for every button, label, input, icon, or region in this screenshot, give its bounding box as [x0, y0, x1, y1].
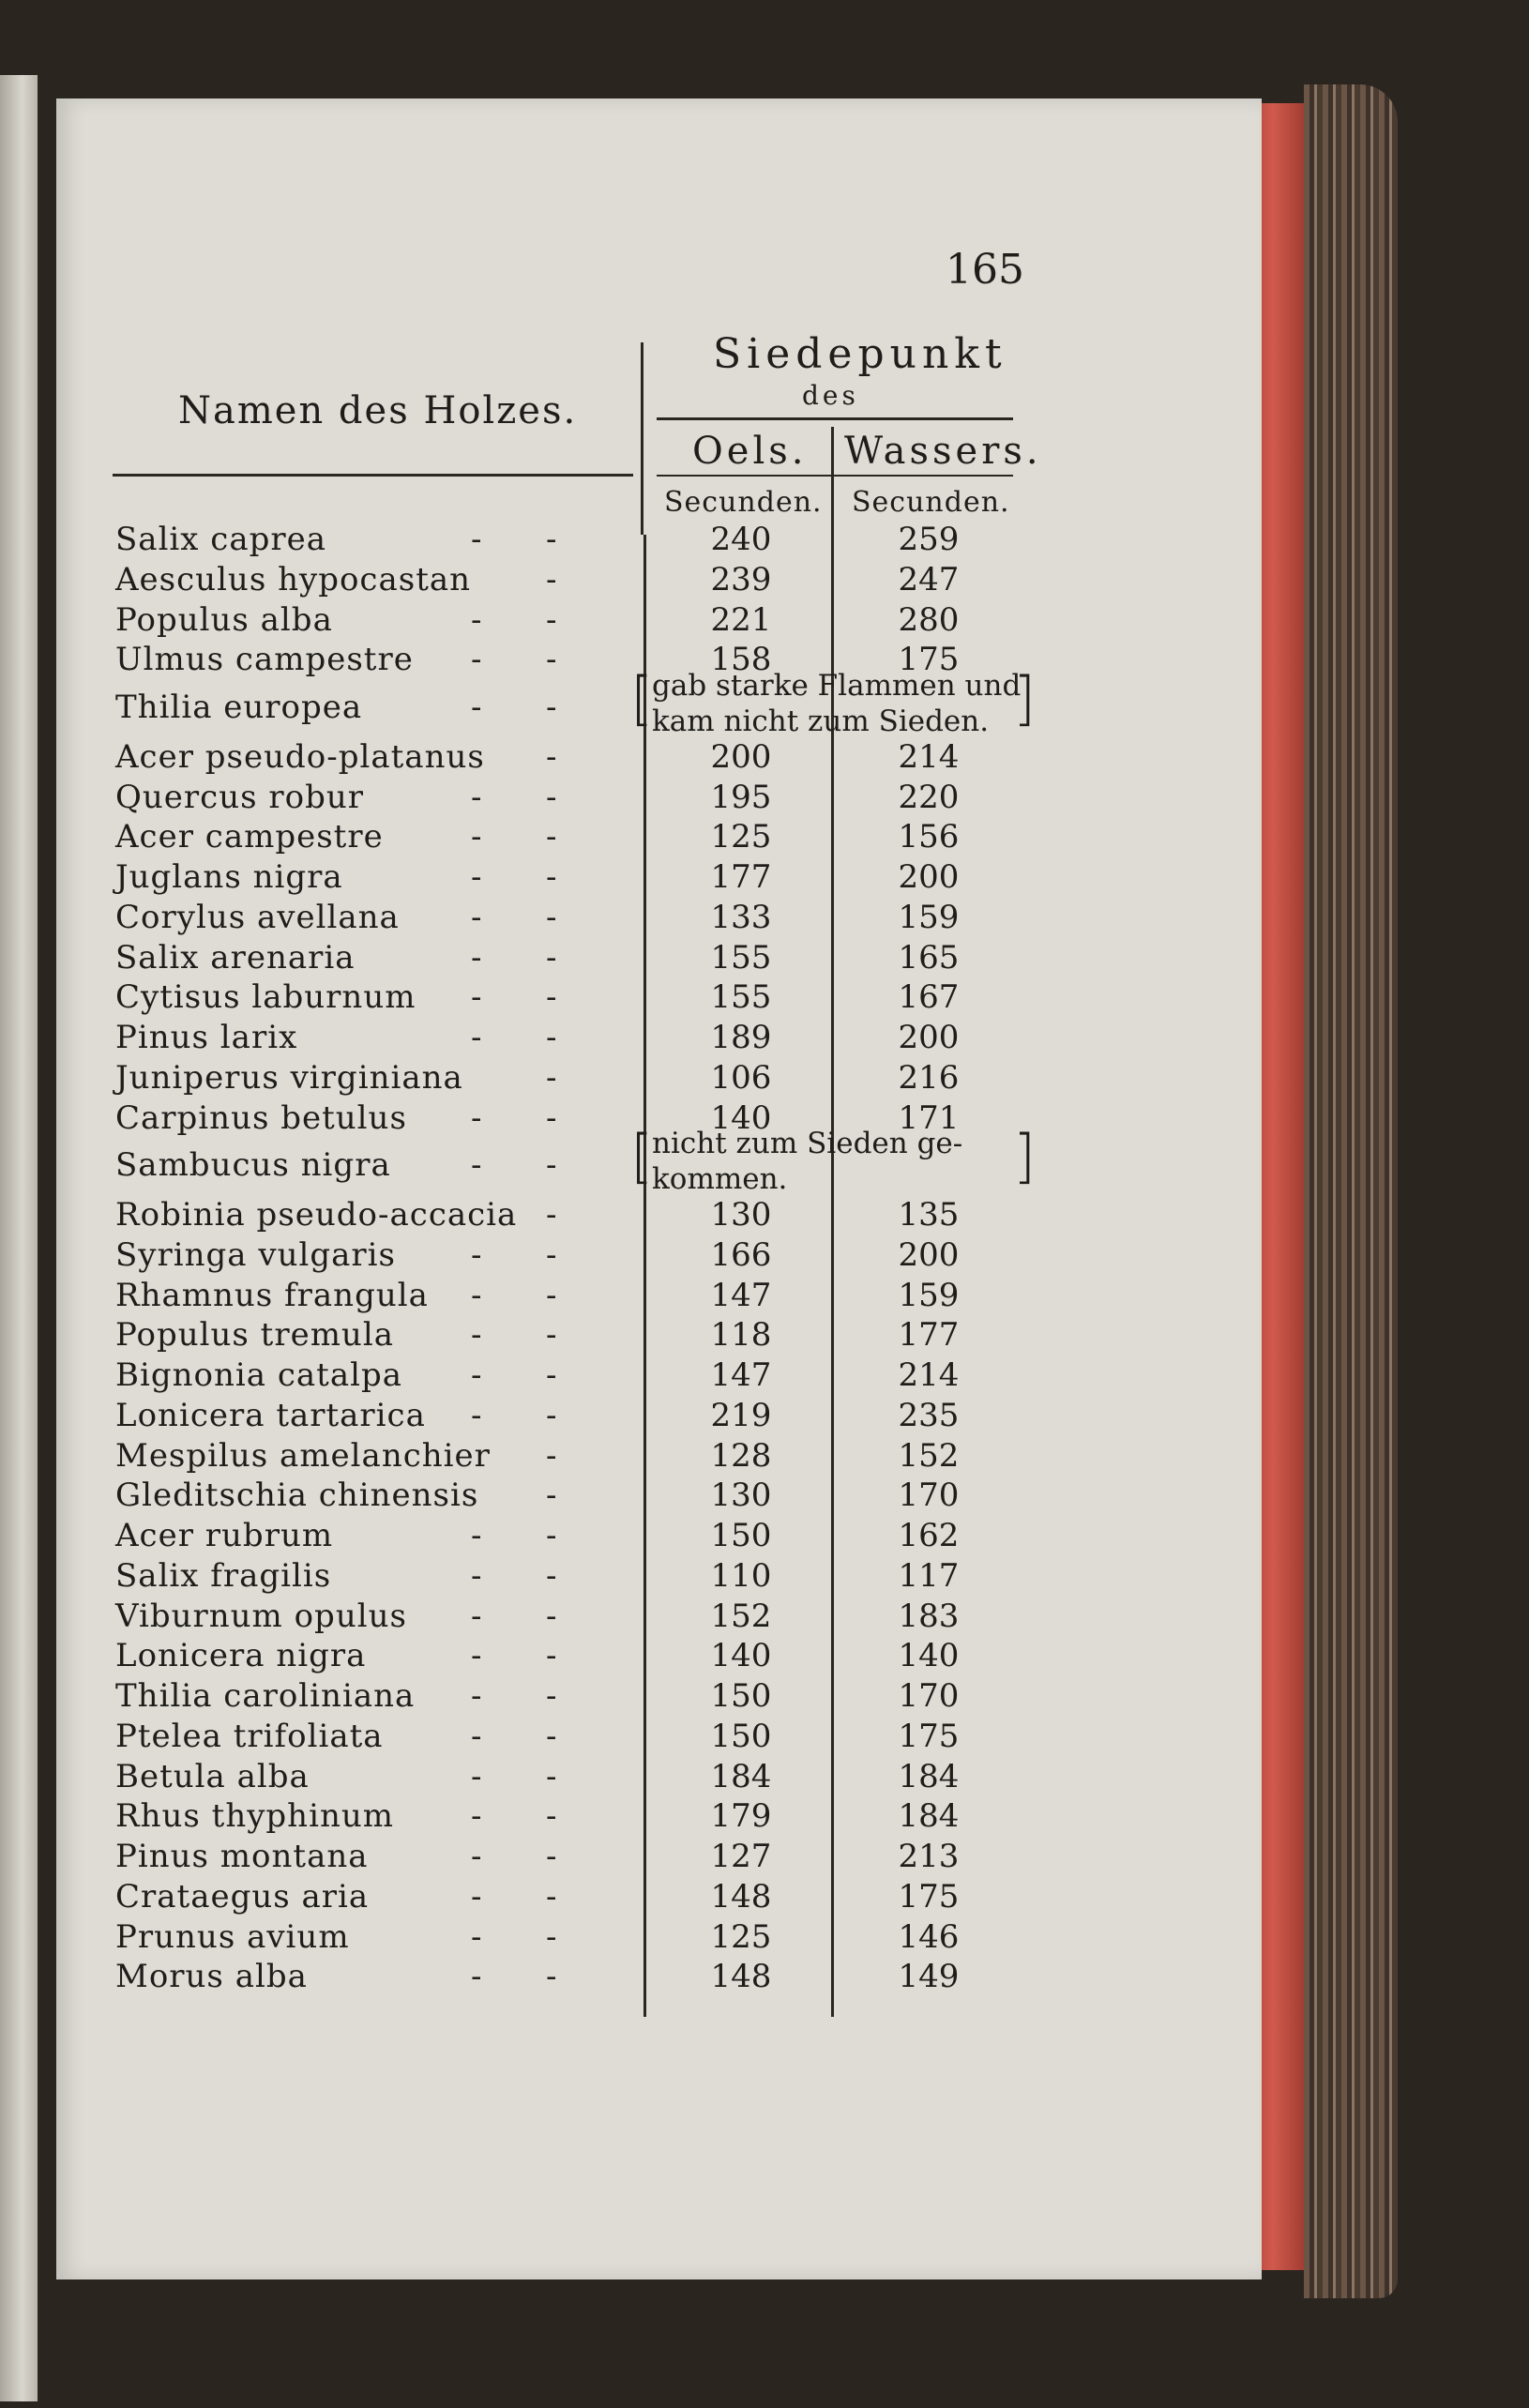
table-row	[0, 1236, 1163, 1276]
water-seconds: 235	[898, 1397, 960, 1434]
water-seconds: 149	[898, 1958, 960, 1995]
left-brace: [	[630, 664, 654, 733]
wood-name: Robinia pseudo-accacia	[115, 1196, 518, 1234]
oil-seconds: 200	[710, 738, 772, 776]
table-row	[0, 779, 1163, 818]
water-seconds: 216	[898, 1059, 960, 1097]
wood-name: Cytisus laburnum	[115, 978, 416, 1016]
note	[652, 1126, 962, 1197]
leader-dash: -	[546, 1146, 557, 1184]
table-row	[0, 1878, 1163, 1917]
oil-seconds: 140	[710, 1099, 772, 1137]
water-seconds: 220	[898, 779, 960, 816]
table-row	[0, 1677, 1163, 1717]
oil-seconds: 106	[710, 1059, 772, 1097]
oil-seconds: 148	[710, 1878, 772, 1916]
water-seconds: 167	[898, 978, 960, 1016]
leader-dash: -	[546, 601, 557, 639]
rule-vertical-main	[641, 342, 643, 535]
leader-dash: -	[471, 1146, 482, 1184]
table-row	[0, 521, 1163, 560]
oil-seconds: 147	[710, 1356, 772, 1394]
leader-dash: -	[471, 1797, 482, 1835]
table-row	[0, 818, 1163, 857]
table-row	[0, 1918, 1163, 1958]
water-seconds: 159	[898, 899, 960, 936]
leader-dash: -	[471, 1918, 482, 1956]
table-row	[0, 1637, 1163, 1676]
water-seconds: 171	[898, 1099, 960, 1137]
leader-dash: -	[471, 899, 482, 936]
table-row	[0, 1196, 1163, 1235]
wood-name: Acer rubrum	[115, 1517, 334, 1554]
leader-dash: -	[471, 939, 482, 977]
water-seconds: 200	[898, 858, 960, 896]
wood-name: Salix arenaria	[115, 939, 356, 977]
table-row	[0, 1277, 1163, 1316]
water-seconds: 156	[898, 818, 960, 856]
table-row	[0, 899, 1163, 938]
water-seconds: 175	[898, 1718, 960, 1755]
wood-name: Lonicera nigra	[115, 1637, 367, 1674]
wood-name: Rhus thyphinum	[115, 1797, 394, 1835]
leader-dash: -	[546, 1557, 557, 1595]
leader-dash: -	[546, 1099, 557, 1137]
rule-under-oels-wassers	[657, 475, 1013, 477]
wood-name: Thilia europea	[115, 689, 363, 726]
wood-name: Sambucus nigra	[115, 1146, 391, 1184]
leader-dash: -	[546, 738, 557, 776]
oil-seconds: 155	[710, 939, 772, 977]
wood-name: Ptelea trifoliata	[115, 1718, 384, 1755]
oil-seconds: 148	[710, 1958, 772, 1995]
note-line-2: kommen.	[652, 1162, 788, 1196]
leader-dash: -	[546, 1477, 557, 1514]
note	[652, 668, 1021, 739]
oil-seconds: 158	[710, 641, 772, 678]
wood-name: Mespilus amelanchier	[115, 1437, 491, 1475]
oil-seconds: 219	[710, 1397, 772, 1434]
leader-dash: -	[546, 561, 557, 598]
water-seconds: 175	[898, 1878, 960, 1916]
leader-dash: -	[471, 1019, 482, 1056]
oil-seconds: 150	[710, 1677, 772, 1715]
leader-dash: -	[546, 978, 557, 1016]
leader-dash: -	[546, 1677, 557, 1715]
leader-dash: -	[546, 1236, 557, 1274]
wood-name: Lonicera tartarica	[115, 1397, 426, 1434]
note-line-1: nicht zum Sieden ge-	[652, 1127, 963, 1160]
table-row	[0, 1099, 1163, 1139]
table-row	[0, 1019, 1163, 1058]
leader-dash: -	[546, 521, 557, 558]
leader-dash: -	[471, 1557, 482, 1595]
leader-dash: -	[546, 1019, 557, 1056]
table-row	[0, 1557, 1163, 1597]
header-oil: Oels.	[692, 430, 808, 473]
wood-name: Betula alba	[115, 1758, 310, 1795]
oil-seconds: 184	[710, 1758, 772, 1795]
water-seconds: 214	[898, 1356, 960, 1394]
leader-dash: -	[471, 1718, 482, 1755]
water-seconds: 146	[898, 1918, 960, 1956]
oil-seconds: 118	[710, 1316, 772, 1354]
wood-name: Gleditschia chinensis	[115, 1477, 479, 1514]
leader-dash: -	[471, 1598, 482, 1635]
note-line-2: kam nicht zum Sieden.	[652, 704, 990, 738]
wood-name: Juniperus virginiana	[115, 1059, 463, 1097]
leader-dash: -	[546, 1838, 557, 1875]
leader-dash: -	[471, 1099, 482, 1137]
wood-name: Quercus robur	[115, 779, 364, 816]
leader-dash: -	[471, 601, 482, 639]
leader-dash: -	[546, 939, 557, 977]
wood-name: Populus alba	[115, 601, 333, 639]
water-seconds: 214	[898, 738, 960, 776]
water-seconds: 159	[898, 1277, 960, 1314]
water-seconds: 170	[898, 1477, 960, 1514]
table-row	[0, 1059, 1163, 1098]
wood-name: Crataegus aria	[115, 1878, 370, 1916]
leader-dash: -	[471, 1397, 482, 1434]
leader-dash: -	[546, 1637, 557, 1674]
header-unit-oil: Secunden.	[664, 486, 823, 519]
leader-dash: -	[471, 1758, 482, 1795]
note-line-1: gab starke Flammen und	[652, 669, 1022, 703]
leader-dash: -	[471, 1958, 482, 1995]
wood-name: Bignonia catalpa	[115, 1356, 402, 1394]
oil-seconds: 127	[710, 1838, 772, 1875]
oil-seconds: 130	[710, 1196, 772, 1234]
water-seconds: 200	[898, 1019, 960, 1056]
leader-dash: -	[546, 1356, 557, 1394]
left-brace: [	[630, 1122, 654, 1190]
oil-seconds: 155	[710, 978, 772, 1016]
water-seconds: 183	[898, 1598, 960, 1635]
table-row	[0, 1437, 1163, 1477]
header-wood-name: Namen des Holzes.	[178, 389, 578, 432]
table-row	[0, 561, 1163, 600]
leader-dash: -	[471, 521, 482, 558]
water-seconds: 259	[898, 521, 960, 558]
water-seconds: 152	[898, 1437, 960, 1475]
table-row	[0, 738, 1163, 778]
leader-dash: -	[471, 1277, 482, 1314]
oil-seconds: 147	[710, 1277, 772, 1314]
rule-under-siedepunkt	[657, 417, 1013, 420]
leader-dash: -	[546, 1878, 557, 1916]
rule-under-name	[113, 474, 633, 477]
oil-seconds: 195	[710, 779, 772, 816]
oil-seconds: 128	[710, 1437, 772, 1475]
table-row	[0, 1797, 1163, 1837]
water-seconds: 280	[898, 601, 960, 639]
oil-seconds: 189	[710, 1019, 772, 1056]
wood-name: Aesculus hypocastan	[115, 561, 472, 598]
water-seconds: 140	[898, 1637, 960, 1674]
leader-dash: -	[546, 1437, 557, 1475]
leader-dash: -	[546, 689, 557, 726]
wood-name: Ulmus campestre	[115, 641, 414, 678]
oil-seconds: 110	[710, 1557, 772, 1595]
wood-name: Morus alba	[115, 1958, 308, 1995]
oil-seconds: 239	[710, 561, 772, 598]
wood-name: Pinus montana	[115, 1838, 369, 1875]
oil-seconds: 177	[710, 858, 772, 896]
leader-dash: -	[471, 1677, 482, 1715]
wood-name: Salix fragilis	[115, 1557, 332, 1595]
leader-dash: -	[471, 1838, 482, 1875]
water-seconds: 175	[898, 641, 960, 678]
leader-dash: -	[546, 1598, 557, 1635]
oil-seconds: 133	[710, 899, 772, 936]
table-row	[0, 1598, 1163, 1637]
water-seconds: 200	[898, 1236, 960, 1274]
leader-dash: -	[546, 899, 557, 936]
water-seconds: 165	[898, 939, 960, 977]
leader-dash: -	[546, 1316, 557, 1354]
leader-dash: -	[546, 1958, 557, 1995]
wood-name: Prunus avium	[115, 1918, 350, 1956]
oil-seconds: 240	[710, 521, 772, 558]
wood-name: Pinus larix	[115, 1019, 298, 1056]
right-brace: ]	[1013, 1122, 1037, 1190]
wood-name: Thilia caroliniana	[115, 1677, 416, 1715]
leader-dash: -	[546, 1277, 557, 1314]
water-seconds: 184	[898, 1758, 960, 1795]
table-row	[0, 601, 1163, 641]
wood-name: Populus tremula	[115, 1316, 394, 1354]
wood-name: Corylus avellana	[115, 899, 400, 936]
leader-dash: -	[471, 858, 482, 896]
wood-name: Syringa vulgaris	[115, 1236, 396, 1274]
table-row	[0, 1838, 1163, 1877]
table-row	[0, 1718, 1163, 1757]
table-row	[0, 664, 1163, 738]
water-seconds: 213	[898, 1838, 960, 1875]
wood-name: Carpinus betulus	[115, 1099, 407, 1137]
oil-seconds: 179	[710, 1797, 772, 1835]
table-row	[0, 1477, 1163, 1516]
table-row	[0, 978, 1163, 1018]
leader-dash: -	[471, 689, 482, 726]
table-row	[0, 1397, 1163, 1436]
water-seconds: 184	[898, 1797, 960, 1835]
water-seconds: 247	[898, 561, 960, 598]
wood-name: Rhamnus frangula	[115, 1277, 429, 1314]
wood-name: Juglans nigra	[115, 858, 343, 896]
leader-dash: -	[471, 1356, 482, 1394]
leader-dash: -	[471, 1517, 482, 1554]
wood-name: Viburnum opulus	[115, 1598, 407, 1635]
water-seconds: 177	[898, 1316, 960, 1354]
oil-seconds: 166	[710, 1236, 772, 1274]
water-seconds: 170	[898, 1677, 960, 1715]
leader-dash: -	[471, 978, 482, 1016]
leader-dash: -	[546, 1059, 557, 1097]
table-row	[0, 858, 1163, 898]
book-spine	[1304, 84, 1398, 2298]
oil-seconds: 140	[710, 1637, 772, 1674]
leader-dash: -	[546, 1718, 557, 1755]
oil-seconds: 152	[710, 1598, 772, 1635]
wood-name: Acer campestre	[115, 818, 384, 856]
leader-dash: -	[471, 779, 482, 816]
oil-seconds: 150	[710, 1517, 772, 1554]
leader-dash: -	[546, 1758, 557, 1795]
table-row	[0, 1958, 1163, 1997]
leader-dash: -	[546, 641, 557, 678]
header-unit-water: Secunden.	[852, 486, 1010, 519]
leader-dash: -	[471, 641, 482, 678]
oil-seconds: 221	[710, 601, 772, 639]
leader-dash: -	[546, 1397, 557, 1434]
right-brace: ]	[1013, 664, 1037, 733]
table-row	[0, 1122, 1163, 1196]
leader-dash: -	[546, 1918, 557, 1956]
water-seconds: 162	[898, 1517, 960, 1554]
page-number: 165	[946, 246, 1024, 294]
oil-seconds: 130	[710, 1477, 772, 1514]
water-seconds: 135	[898, 1196, 960, 1234]
leader-dash: -	[546, 1196, 557, 1234]
table-row	[0, 1758, 1163, 1797]
leader-dash: -	[546, 1797, 557, 1835]
leader-dash: -	[471, 818, 482, 856]
leader-dash: -	[546, 818, 557, 856]
leader-dash: -	[546, 779, 557, 816]
leader-dash: -	[471, 1236, 482, 1274]
header-des: des	[802, 380, 859, 411]
rule-vertical-header-split	[831, 427, 834, 535]
wood-name: Salix caprea	[115, 521, 327, 558]
leader-dash: -	[546, 858, 557, 896]
wood-name: Acer pseudo-platanus	[115, 738, 485, 776]
leader-dash: -	[471, 1316, 482, 1354]
leader-dash: -	[471, 1878, 482, 1916]
oil-seconds: 125	[710, 1918, 772, 1956]
oil-seconds: 150	[710, 1718, 772, 1755]
leader-dash: -	[546, 1517, 557, 1554]
table-row	[0, 939, 1163, 978]
header-water: Wassers.	[844, 430, 1042, 473]
table-row	[0, 1517, 1163, 1556]
table-row	[0, 1316, 1163, 1355]
leader-dash: -	[471, 1637, 482, 1674]
oil-seconds: 125	[710, 818, 772, 856]
water-seconds: 117	[898, 1557, 960, 1595]
table-row	[0, 1356, 1163, 1396]
header-boiling-point: Siedepunkt	[713, 330, 1007, 378]
